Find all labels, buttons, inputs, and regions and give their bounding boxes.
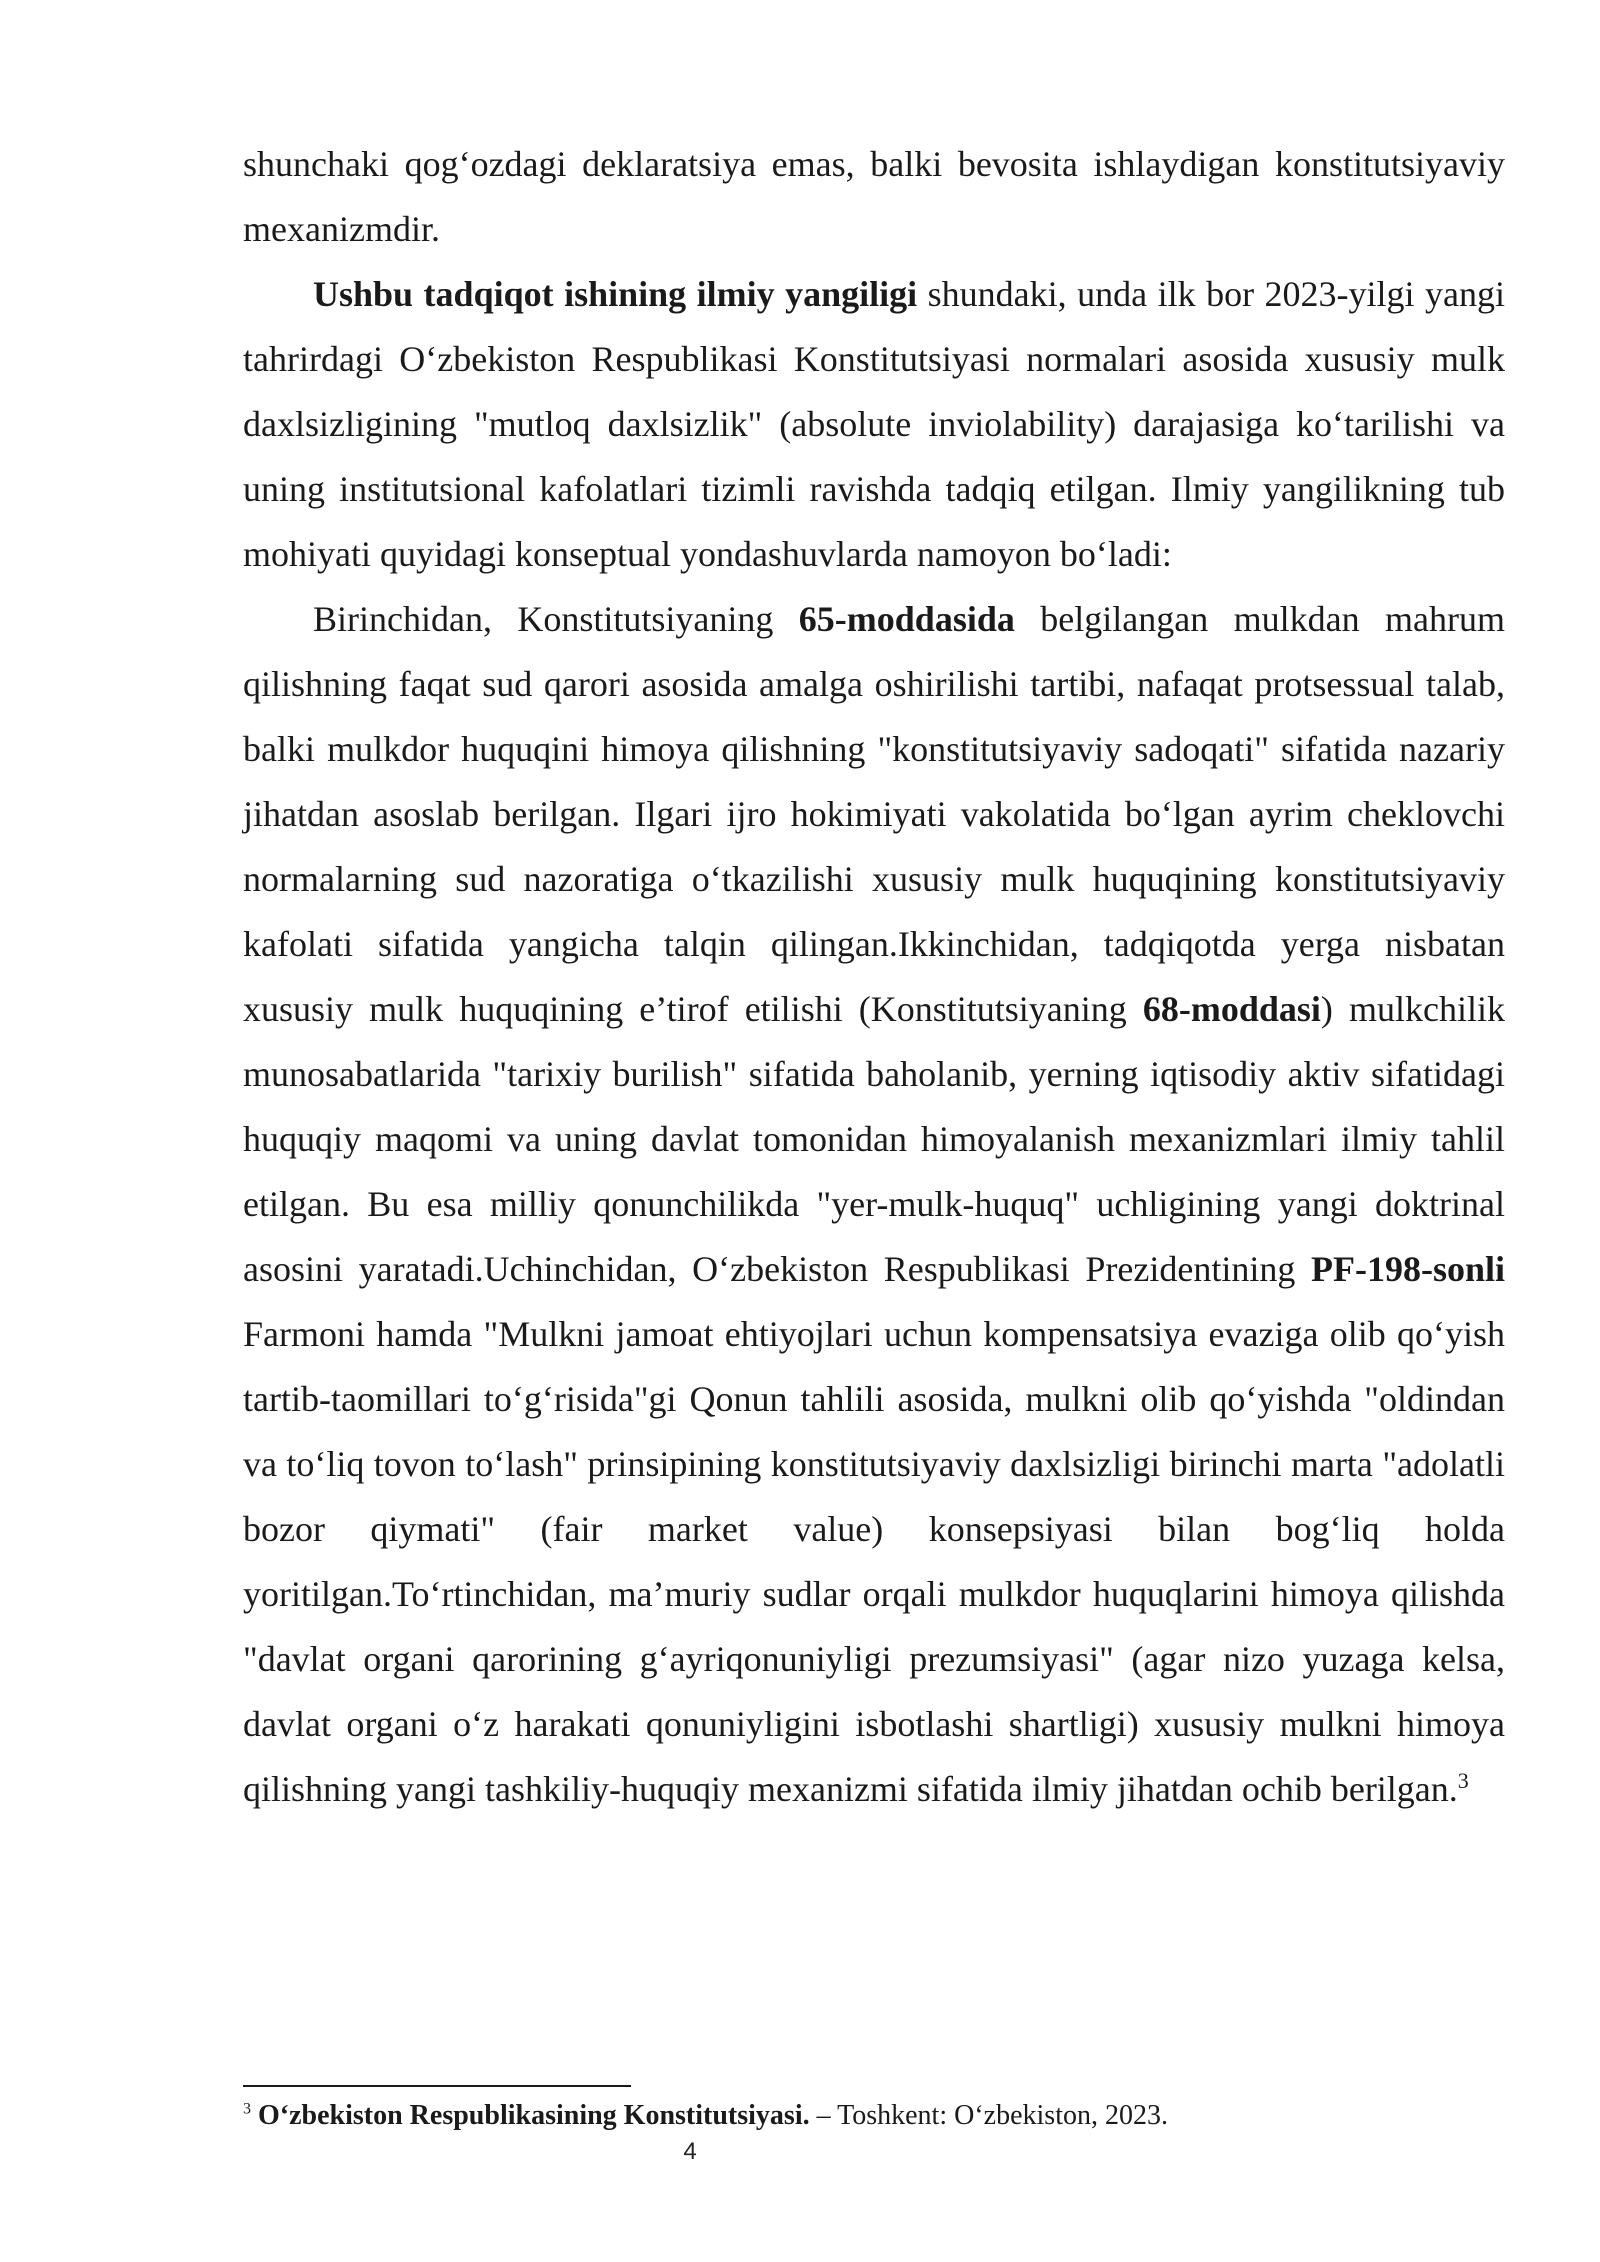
body-text: shunchaki qog‘ozdagi deklaratsiya emas, balki bevosita ishlaydigan konstitutsiyaviy mexanizmdir. [243,144,1505,249]
footnote-source-title: O‘zbekiston Respublikasining Konstitutsiyasi. [258,2100,810,2131]
paragraph-continuation [243,132,1505,262]
body-text: Farmoni hamda "Mulkni jamoat ehtiyojlari uchun kompensatsiya evaziga olib qo‘yish tartib-taomillari to‘g‘risida"gi Qonun tahlili asosida, mulkni olib qo‘yishda "oldindan va to‘liq tovon to‘lash" prinsipining konstitutsiyaviy daxlsizligi birinchi marta "adolatli bozor qiymati" (fair market value) konsepsiyasi bilan bog‘liq holda yoritilgan.To‘rtinchidan, ma’muriy sudlar orqali mulkdor huquqlarini himoya qilishda "davlat organi qarorining g‘ayriqonuniyligi prezumsiyasi" (agar nizo yuzaga kelsa, davlat organi o‘z harakati qonuniyligini isbotlashi shartligi) xususiy mulkni himoya qilishning yangi tashkiliy-huquqiy mexanizmi sifatida ilmiy jihatdan ochib berilgan. [243,1314,1505,1809]
page-body [243,132,1505,1822]
footnote [243,2098,1505,2134]
emphasis-text: Ushbu tadqiqot ishining ilmiy yangiligi [313,274,918,314]
emphasis-text: PF-198-sonli [1311,1249,1505,1289]
body-text: ) mulkchilik munosabatlarida "tarixiy burilish" sifatida baholanib, yerning iqtisodiy aktiv sifatidagi huquqiy maqomi va uning davlat tomonidan himoyalanish mexanizmlari ilmiy tahlil etilgan. Bu esa milliy qonunchilikda "yer-mulk-huquq" uchligining yangi doktrinal asosini yaratadi.Uchinchidan, O‘zbekiston Respublikasi Prezidentining [243,989,1505,1289]
paragraph-scientific-novelty [243,262,1505,587]
body-text: belgilangan mulkdan mahrum qilishning faqat sud qarori asosida amalga oshirilishi tartibi, nafaqat protsessual talab, balki mulkdor huquqini himoya qilishning "konstitutsiyaviy sadoqati" sifatida nazariy jihatdan asoslab berilgan. Ilgari ijro hokimiyati vakolatida bo‘lgan ayrim cheklovchi normalarning sud nazoratiga o‘tkazilishi xususiy mulk huquqining konstitutsiyaviy kafolati sifatida yangicha talqin qilingan.Ikkinchidan, tadqiqotda yerga nisbatan xususiy mulk huquqining e’tirof etilishi (Konstitutsiyaning [243,599,1505,1029]
footnote-reference[interactable]: 3 [1457,1768,1469,1793]
emphasis-text: 68-moddasi [1142,989,1321,1029]
paragraph-novelty-points [243,587,1505,1822]
footnote-source-details: – Toshkent: O‘zbekiston, 2023. [809,2100,1168,2131]
body-text: shundaki, unda ilk bor 2023-yilgi yangi tahrirdagi O‘zbekiston Respublikasi Konstitutsiyasi normalari asosida xususiy mulk daxlsizligining "mutloq daxlsizlik" (absolute inviolability) darajasiga ko‘tarilishi va uning institutsional kafolatlari tizimli ravishda tadqiq etilgan. Ilmiy yangilikning tub mohiyati quyidagi konseptual yondashuvlarda namoyon bo‘ladi: [243,274,1505,574]
footnote-separator [243,2085,631,2087]
page-number: 4 [683,2138,697,2165]
body-text: Birinchidan, Konstitutsiyaning [313,599,799,639]
emphasis-text: 65-moddasida [798,599,1015,639]
footnote-marker: 3 [243,2100,251,2118]
